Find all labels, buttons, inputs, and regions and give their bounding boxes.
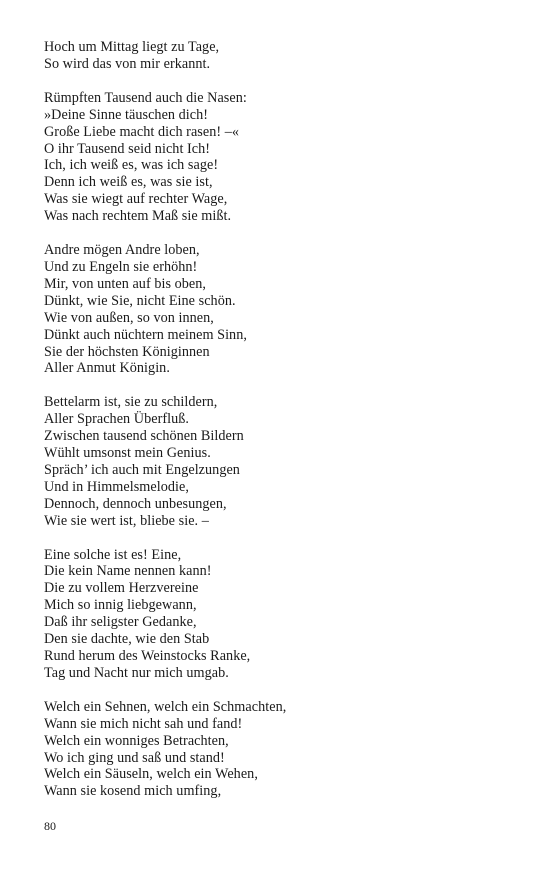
verse-line: Wo ich ging und saß und stand!: [44, 749, 225, 766]
stanza: [44, 90, 524, 225]
verse-line: Und zu Engeln sie erhöhn!: [44, 258, 198, 275]
verse-line: Rümpften Tausend auch die Nasen:: [44, 89, 247, 106]
verse-line: Mir, von unten auf bis oben,: [44, 275, 206, 292]
poem-text: [44, 39, 524, 817]
verse-line: Welch ein wonniges Betrachten,: [44, 732, 229, 749]
verse-line: Den sie dachte, wie den Stab: [44, 631, 210, 648]
verse-line: »Deine Sinne täuschen dich!: [44, 106, 209, 123]
verse-line: So wird das von mir erkannt.: [44, 55, 211, 72]
verse-line: Tag und Nacht nur mich umgab.: [44, 664, 229, 681]
verse-line: Die kein Name nennen kann!: [44, 563, 212, 580]
stanza: [44, 699, 524, 800]
stanza: [44, 242, 524, 377]
verse-line: Was nach rechtem Maß sie mißt.: [44, 208, 232, 225]
verse-line: Aller Anmut Königin.: [44, 360, 170, 377]
page-number: 80: [44, 819, 56, 833]
verse-line: Was sie wiegt auf rechter Wage,: [44, 191, 228, 208]
verse-line: Eine solche ist es! Eine,: [44, 546, 182, 563]
verse-line: Welch ein Sehnen, welch ein Schmachten,: [44, 698, 287, 715]
verse-line: Welch ein Säuseln, welch ein Wehen,: [44, 766, 258, 783]
verse-line: Aller Sprachen Überfluß.: [44, 411, 189, 428]
verse-line: Wie sie wert ist, bliebe sie. –: [44, 512, 209, 529]
verse-line: Sie der höchsten Königinnen: [44, 343, 210, 360]
verse-line: Zwischen tausend schönen Bildern: [44, 428, 244, 445]
verse-line: Dennoch, dennoch unbesungen,: [44, 495, 227, 512]
verse-line: Bettelarm ist, sie zu schildern,: [44, 394, 218, 411]
verse-line: Hoch um Mittag liegt zu Tage,: [44, 39, 220, 55]
verse-line: Dünkt auch nüchtern meinem Sinn,: [44, 326, 247, 343]
verse-line: Daß ihr seligster Gedanke,: [44, 614, 197, 631]
verse-line: Wie von außen, so von innen,: [44, 309, 214, 326]
verse-line: Denn ich weiß es, was sie ist,: [44, 174, 213, 191]
verse-line: Und in Himmelsmelodie,: [44, 478, 189, 495]
verse-line: Wann sie kosend mich umfing,: [44, 783, 222, 800]
verse-line: Ich, ich weiß es, was ich sage!: [44, 157, 219, 174]
verse-line: Rund herum des Weinstocks Ranke,: [44, 648, 251, 664]
verse-line: Dünkt, wie Sie, nicht Eine schön.: [44, 292, 236, 309]
verse-line: Andre mögen Andre loben,: [44, 242, 200, 259]
verse-line: Mich so innig liebgewann,: [44, 597, 197, 614]
verse-line: O ihr Tausend seid nicht Ich!: [44, 140, 211, 157]
verse-line: Spräch’ ich auch mit Engelzungen: [44, 461, 240, 478]
verse-line: Wühlt umsonst mein Genius.: [44, 445, 211, 462]
verse-line: Die zu vollem Herzvereine: [44, 580, 199, 597]
verse-line: Wann sie mich nicht sah und fand!: [44, 715, 243, 732]
verse-line: Große Liebe macht dich rasen! –«: [44, 123, 240, 140]
stanza: [44, 39, 524, 73]
stanza: [44, 394, 524, 529]
stanza: [44, 547, 524, 682]
